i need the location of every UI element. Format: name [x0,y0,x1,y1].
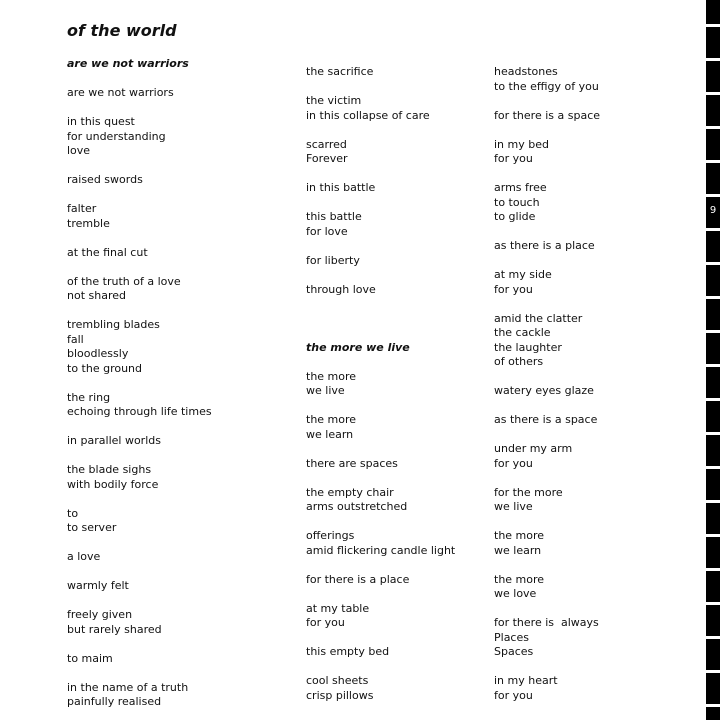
poem-line: headstones [494,65,558,78]
poem-heading: are we not warriors [67,57,189,70]
poem-line: but rarely shared [67,622,162,636]
poem-line: tremble [67,216,110,230]
poem-line [494,297,600,312]
poem-line: the more [306,413,357,426]
poem-line: for you [494,456,533,470]
poem-line: we love [494,587,537,600]
poem-line [306,558,455,573]
poem-line: bloodlessly [67,347,129,360]
poem-line: for understanding [67,129,166,143]
poem-line: cool sheets [306,674,369,687]
poem-line: to [67,506,79,520]
poem-heading: the more we live [306,340,410,354]
poem-line: falter [67,202,97,215]
poem-line [494,399,600,414]
poem-line: the cackle [494,326,551,339]
poem-line [306,167,455,182]
tab-divider [706,466,720,469]
poem-column-1 [67,57,212,710]
poem-line [67,666,212,681]
poem-line: for you [306,616,345,629]
poem-line: freely given [67,608,133,621]
tab-divider [706,602,720,605]
poem-line: a love [67,550,101,563]
page-edge-tab-strip [706,0,720,720]
poem-line: not shared [67,289,126,302]
poem-line: fall [67,332,84,346]
poem-line: the ring [67,390,111,404]
tab-divider [706,534,720,537]
poem-line [306,239,455,254]
poem-line [67,637,212,652]
tab-divider [706,24,720,27]
poem-line [67,260,212,275]
poem-line [494,558,600,573]
tab-divider [706,296,720,299]
poem-line: this battle [306,210,362,223]
tab-divider [706,160,720,163]
poem-line: to the effigy of you [494,79,599,93]
poem-line: to touch [494,195,540,209]
tab-divider [706,432,720,435]
poem-line: love [67,144,91,157]
poem-line [306,123,455,138]
poem-line: are we not warriors [67,86,174,99]
poem-line: watery eyes glaze [494,384,594,397]
poem-line [67,159,212,174]
poem-line: as there is a place [494,239,595,252]
tab-divider [706,670,720,673]
poem-line: raised swords [67,173,143,186]
poem-line: in the name of a truth [67,680,189,694]
poem-line: the more [306,369,357,383]
poem-line: arms outstretched [306,500,408,513]
poem-line [306,399,455,414]
poem-line: the victim [306,94,362,107]
poem-line: amid the clatter [494,311,583,325]
tab-divider [706,58,720,61]
poem-line: to server [67,521,117,534]
poem-line: we learn [494,543,542,557]
poem-line: the empty chair [306,485,394,499]
poem-line: to glide [494,210,536,223]
poem-line: painfully realised [67,695,162,708]
tab-divider [706,262,720,265]
poem-line [306,312,455,327]
poem-line: this empty bed [306,645,390,658]
poem-line [306,471,455,486]
poem-line [494,254,600,269]
poem-line: at my side [494,268,552,281]
poem-line: there are spaces [306,456,398,470]
poem-line [494,167,600,182]
poem-line [67,188,212,203]
poem-line: for there is a place [306,572,410,586]
poem-line: to the ground [67,361,143,375]
poem-line [306,442,455,457]
tab-divider [706,398,720,401]
poem-line: for the more [494,485,563,499]
poem-line [494,602,600,617]
poem-line [306,297,455,312]
poem-line [494,123,600,138]
poem-line [306,660,455,675]
poem-line [67,565,212,580]
poem-line: crisp pillows [306,688,374,702]
poem-line: for you [494,282,533,296]
poem-line: for you [494,688,533,702]
poem-line: through love [306,282,376,296]
poem-line [494,225,600,240]
poem-line [67,420,212,435]
tab-divider [706,194,720,197]
poem-line [306,355,455,370]
poem-line: in this quest [67,115,135,128]
poem-line: the more [494,572,545,586]
poem-line: warmly felt [67,579,129,592]
tab-divider [706,636,720,639]
poem-column-2 [306,65,455,703]
poem-line [306,631,455,646]
poem-line [306,587,455,602]
poem-line: in this collapse of care [306,108,430,122]
poem-line [494,660,600,675]
poem-line: to maim [67,651,113,665]
poem-line: for love [306,224,348,238]
poem-line [494,471,600,486]
poem-line: we live [306,384,345,397]
poem-line: arms free [494,181,547,194]
poem-line: with bodily force [67,477,159,491]
poem-line [67,231,212,246]
poem-line: offerings [306,529,355,542]
tab-divider [706,704,720,707]
poem-line: the sacrifice [306,65,374,78]
poem-line [67,594,212,609]
poem-line: at the final cut [67,245,148,259]
poem-line: the laughter [494,340,562,354]
poem-line [67,101,212,116]
poem-line [494,428,600,443]
tab-divider [706,92,720,95]
poem-line: under my arm [494,442,573,455]
poem-line: the blade sighs [67,463,152,476]
poem-line: of the truth of a love [67,274,181,288]
poem-line: scarred [306,137,347,151]
poem-line: we live [494,500,533,513]
poem-line: Spaces [494,645,534,658]
poem-line [67,304,212,319]
poem-line: for there is a space [494,108,601,122]
poem-line: we learn [306,427,354,441]
poem-line: in this battle [306,181,376,194]
poem-line: of others [494,355,544,368]
tab-divider [706,228,720,231]
poem-line [306,326,455,341]
poem-line [67,492,212,507]
poem-line: at my table [306,601,370,615]
poem-line: Places [494,630,529,644]
tab-divider [706,364,720,367]
poem-line [306,80,455,95]
poem-line: Forever [306,152,348,165]
poem-line [67,72,212,87]
tab-divider [706,568,720,571]
poem-line: trembling blades [67,318,160,331]
tab-divider [706,500,720,503]
poem-line: in my heart [494,674,558,687]
poem-line [494,515,600,530]
poem-line [306,268,455,283]
poem-line: for there is always [494,616,599,629]
poem-line: in parallel worlds [67,434,161,447]
poem-line: as there is a space [494,413,598,426]
poem-line [494,370,600,385]
poem-line [306,196,455,211]
page-title: of the world [67,21,177,40]
tab-divider [706,126,720,129]
poem-column-3 [494,65,600,703]
poem-line: amid flickering candle light [306,543,456,557]
poem-line: for you [494,152,533,165]
poem-line [67,376,212,391]
poem-line [306,515,455,530]
poem-line [67,536,212,551]
page-number: 9 [709,205,717,216]
poem-line [67,449,212,464]
tab-divider [706,330,720,333]
poem-line: in my bed [494,137,549,151]
poem-line [494,94,600,109]
poem-line: for liberty [306,253,360,267]
poem-line: echoing through life times [67,405,212,418]
poem-line: the more [494,529,545,542]
